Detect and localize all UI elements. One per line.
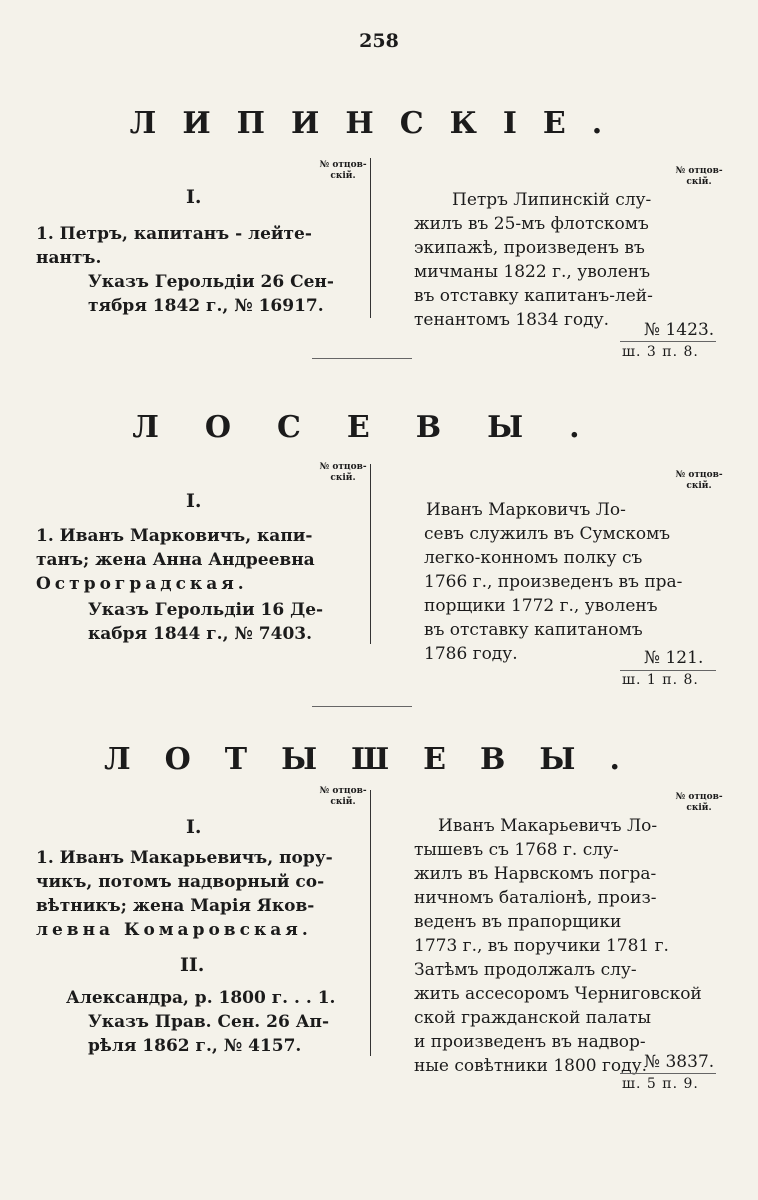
archive-number-2: № 121. — [644, 648, 704, 668]
decree-1-1: Указъ Герольдiи 26 Сен- тября 1842 г., № 16917. — [88, 272, 334, 316]
sheet-rule-2 — [620, 670, 716, 671]
section-divider-1 — [312, 358, 412, 359]
archive-number-3: № 3837. — [644, 1052, 715, 1072]
generation-roman-3-2: II. — [180, 954, 205, 976]
right-tag-2: № отцов- скій. — [675, 470, 723, 491]
sheet-ref-3: ш. 5 п. 9. — [622, 1076, 699, 1092]
generation-roman-3-1: I. — [186, 816, 202, 838]
entry-text-1-1: 1. Петръ, капитанъ - лейте- нантъ. — [36, 224, 312, 268]
sheet-rule-3 — [620, 1073, 716, 1074]
biography-1: Петръ Липинскій слу- жилъ въ 25-мъ флотскомъ экипажѣ, произведенъ въ мичманы 1822 г., уволенъ въ отставку капитанъ-лей- тенантомъ 1834 году. — [414, 190, 653, 330]
column-divider-1 — [370, 158, 371, 318]
entry-text-2-1: 1. Иванъ Марковичъ, капи- танъ; жена Анна Андреевна Остроградская. — [36, 526, 315, 594]
right-tag-3: № отцов- скій. — [675, 792, 723, 813]
left-tag-3: № отцов- скій. — [319, 786, 367, 807]
page-number: 258 — [359, 30, 399, 52]
sheet-rule-1 — [620, 341, 716, 342]
sheet-ref-1: ш. 3 п. 8. — [622, 344, 699, 360]
surname-heading-1: ЛИПИНСКIЕ. — [129, 106, 629, 141]
surname-heading-3: ЛОТЫШЕВЫ. — [104, 742, 654, 777]
archive-number-1: № 1423. — [644, 320, 715, 340]
surname-heading-2: ЛОСЕВЫ. — [132, 410, 626, 445]
left-tag-1: № отцов- скій. — [319, 160, 367, 181]
generation-roman-2-1: I. — [186, 490, 202, 512]
section-divider-2 — [312, 706, 412, 707]
biography-3: Иванъ Макарьевичъ Ло- тышевъ съ 1768 г. слу- жилъ въ Нарвскомъ погра- ничномъ баталіонѣ, произ- веденъ въ прапорщики 1773 г., въ поручики 1781 г. Затѣмъ продолжалъ слу- жить ассесоромъ Черниговской ской гражданской палаты и произведенъ въ надвор- ные совѣтники 1800 году. — [414, 816, 702, 1076]
decree-3-2: Указъ Прав. Сен. 26 Ап- рѣля 1862 г., № 4157. — [88, 1012, 330, 1056]
column-divider-3 — [370, 790, 371, 1056]
sheet-ref-2: ш. 1 п. 8. — [622, 672, 699, 688]
left-tag-2: № отцов- скій. — [319, 462, 367, 483]
entry-text-3-1: 1. Иванъ Макарьевичъ, пору- чикъ, потомъ надворный со- вѣтникъ; жена Марія Яков- левна Комаровская. — [36, 848, 333, 940]
right-tag-1: № отцов- скій. — [675, 166, 723, 187]
biography-2: Иванъ Марковичъ Ло- севъ служилъ въ Сумскомъ легко-конномъ полку съ 1766 г., произведенъ въ пра- порщики 1772 г., уволенъ въ отставку капитаномъ 1786 году. — [424, 500, 683, 664]
column-divider-2 — [370, 464, 371, 644]
generation-roman-1-1: I. — [186, 186, 202, 208]
entry-text-3-2: Александра, р. 1800 г. . . 1. — [66, 988, 336, 1008]
decree-2-1: Указъ Герольдiи 16 Де- кабря 1844 г., № 7403. — [88, 600, 324, 644]
